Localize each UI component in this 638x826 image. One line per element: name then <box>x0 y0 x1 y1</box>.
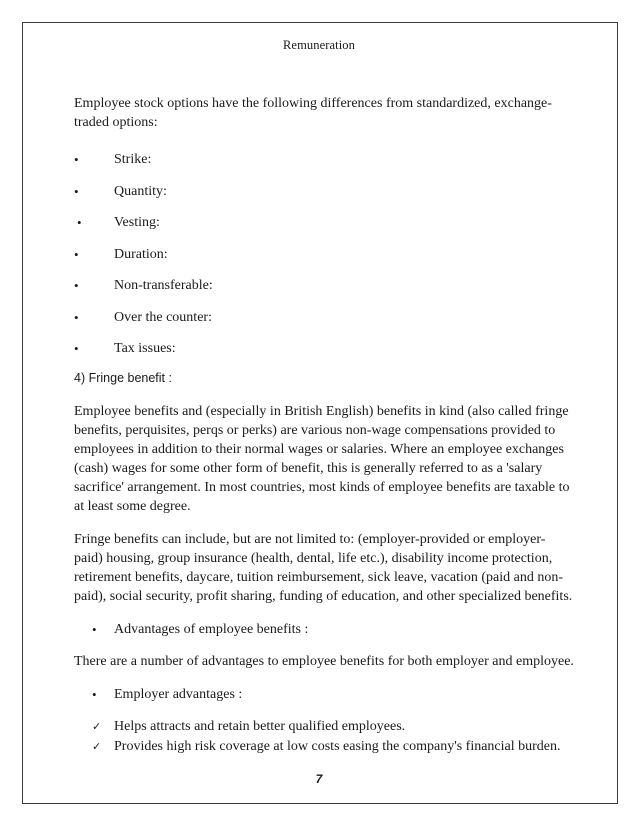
differences-list <box>74 150 574 358</box>
advantages-heading <box>74 620 574 640</box>
list-item <box>74 339 574 358</box>
bullet-icon: • <box>74 309 79 325</box>
list-item-label: Non-transferable: <box>114 278 213 293</box>
page-number: 7 <box>315 772 323 786</box>
list-item <box>74 717 574 736</box>
bullet-icon: • <box>74 152 79 167</box>
list-item-label: Vesting: <box>114 215 160 230</box>
list-item <box>74 245 574 264</box>
bullet-icon: • <box>74 278 79 293</box>
checkmark-icon: ✓ <box>92 739 102 753</box>
bullet-icon: • <box>77 215 82 230</box>
page-content <box>74 94 574 757</box>
bullet-icon: • <box>92 686 97 702</box>
bullet-icon: • <box>74 341 79 356</box>
list-item <box>74 737 574 756</box>
employer-advantages-heading <box>74 685 574 705</box>
list-item <box>74 150 574 169</box>
list-item <box>74 308 574 327</box>
list-item-label: Strike: <box>114 152 152 167</box>
employer-advantages-list <box>74 717 574 756</box>
list-item-label: Quantity: <box>114 183 167 199</box>
fringe-benefits-examples-paragraph: Fringe benefits can include, but are not limited to: (employer-provided or employer-paid) housing, group insurance (health, dental, life etc.), disability income protection, retirement benefits, daycare, tuition reimbursement, sick leave, vacation (paid and non-paid), social security, profit sharing, funding of education, and other specialized benefits. <box>74 531 573 604</box>
page-header: Remuneration <box>282 38 355 52</box>
list-item-label: Duration: <box>114 246 168 262</box>
list-item-label: Helps attracts and retain better qualified employees. <box>114 718 406 734</box>
checkmark-icon: ✓ <box>92 719 102 733</box>
advantages-heading-label: Advantages of employee benefits : <box>114 621 309 637</box>
section-heading: 4) Fringe benefit : <box>74 370 172 385</box>
employer-advantages-heading-label: Employer advantages : <box>114 686 243 702</box>
list-item-label: Tax issues: <box>114 341 176 356</box>
advantages-paragraph: There are a number of advantages to employee benefits for both employer and employee. <box>74 653 574 669</box>
list-item-label: Over the counter: <box>114 309 212 325</box>
list-item-label: Provides high risk coverage at low costs easing the company's financial burden. <box>114 738 561 754</box>
bullet-icon: • <box>74 183 79 199</box>
bullet-icon: • <box>74 246 79 262</box>
fringe-benefit-paragraph: Employee benefits and (especially in British English) benefits in kind (also called fringe benefits, perquisites, perqs or perks) are various non-wage compensations provided to employees in addition to their normal wages or salaries. Where an employee exchanges (cash) wages for some other form of benefit, this is generally referred to as a 'salary sacrifice' arrangement. In most countries, most kinds of employee benefits are taxable to at least some degree. <box>74 403 570 514</box>
bullet-icon: • <box>92 621 97 637</box>
list-item <box>74 276 574 295</box>
list-item <box>74 182 574 201</box>
intro-paragraph: Employee stock options have the following differences from standardized, exchange-traded options: <box>74 96 552 130</box>
list-item <box>74 213 574 232</box>
